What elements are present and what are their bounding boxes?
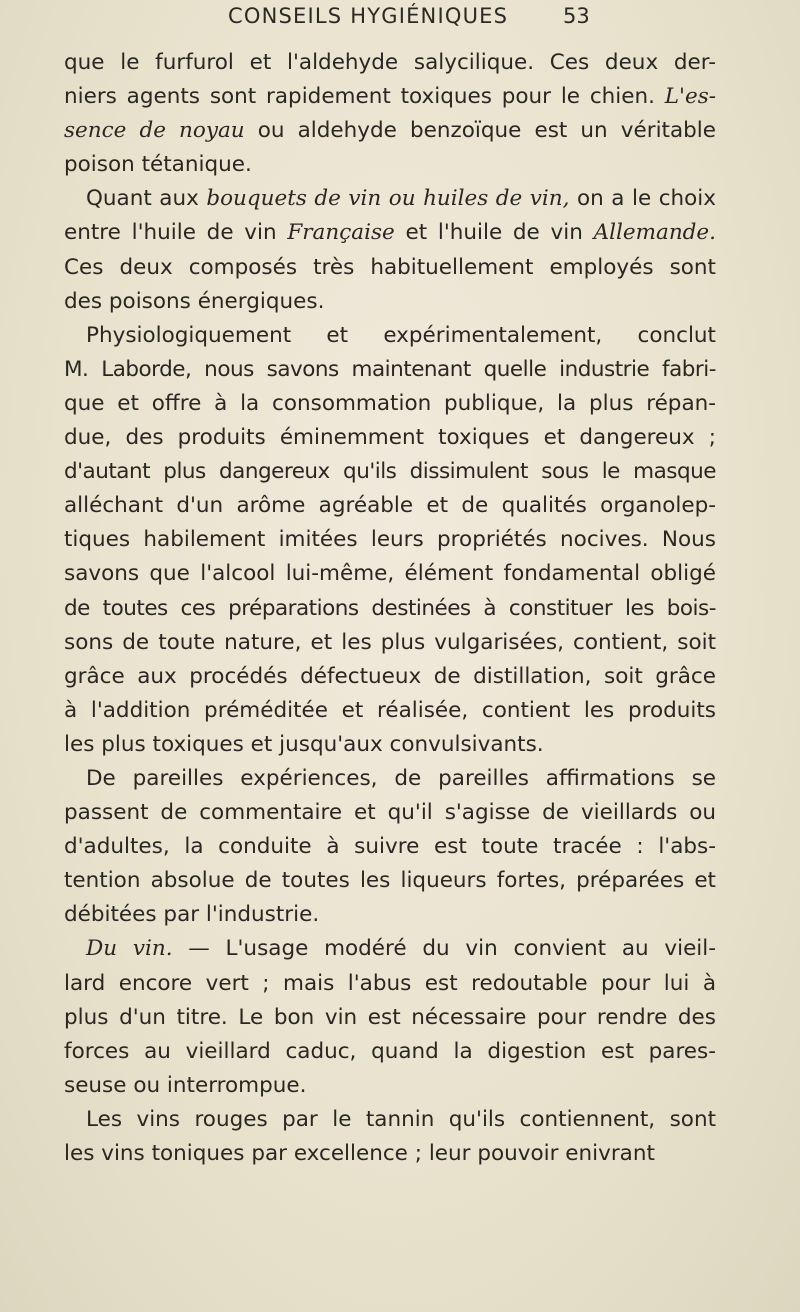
running-title: CONSEILS HYGIÉNIQUES	[228, 4, 509, 28]
text-line	[64, 557, 716, 591]
text-line	[64, 898, 716, 932]
text-line	[64, 967, 716, 1001]
text-line	[64, 455, 716, 489]
text-line	[64, 489, 716, 523]
text-span: que le furfurol et l'aldehyde salycilique. Ces deux der-	[64, 50, 716, 75]
text-line	[64, 319, 716, 353]
text-span: ou aldehyde benzoïque est un véritable	[244, 118, 716, 144]
text-line	[64, 830, 716, 864]
italic-text: Du vin.	[86, 936, 173, 962]
text-span: tiques habilement imitées leurs propriétés nocives. Nous	[64, 527, 716, 553]
text-line	[64, 1137, 716, 1171]
text-span: on a le choix	[569, 186, 716, 212]
text-span: débitées par l'industrie.	[64, 902, 320, 928]
page-number: 53	[563, 4, 590, 28]
text-span: due, des produits éminemment toxiques et dangereux ;	[64, 425, 716, 451]
text-line	[64, 148, 716, 182]
text-span: d'autant plus dangereux qu'ils dissimulent sous le masque	[64, 459, 716, 485]
text-span: plus d'un titre. Le bon vin est nécessaire pour rendre des	[64, 1004, 716, 1030]
text-span: De pareilles expériences, de pareilles affirmations se	[86, 765, 716, 791]
text-span: entre l'huile de vin	[64, 220, 288, 246]
text-span: forces au vieillard caduc, quand la digestion est pares-	[64, 1038, 716, 1064]
text-line	[64, 421, 716, 455]
text-span: poison tétanique.	[64, 152, 252, 178]
text-line	[64, 762, 716, 796]
text-line	[64, 796, 716, 830]
text-line	[64, 728, 716, 762]
text-span: lard encore vert ; mais l'abus est redoutable pour lui à	[64, 970, 716, 996]
text-span: que et offre à la consommation publique, la plus répan-	[64, 390, 716, 416]
text-line	[64, 660, 716, 694]
italic-text: sence de noyau	[64, 118, 245, 144]
text-span: grâce aux procédés défectueux de distillation, soit grâce	[64, 663, 716, 689]
text-line	[64, 216, 716, 250]
text-span: et l'huile de vin	[394, 220, 594, 246]
text-span: seuse ou interrompue.	[64, 1072, 307, 1098]
text-span: M. Laborde, nous savons maintenant quelle industrie fabri-	[64, 356, 716, 382]
text-span: niers agents sont rapidement toxiques pour le chien.	[64, 84, 665, 110]
text-span: Physiologiquement et expérimentalement, conclut	[86, 322, 716, 348]
text-line	[64, 46, 716, 80]
text-line	[64, 353, 716, 387]
text-span: de toutes ces préparations destinées à constituer les bois-	[64, 595, 716, 621]
body-text	[64, 46, 716, 1171]
text-span: passent de commentaire et qu'il s'agisse de vieillards ou	[64, 800, 716, 826]
text-line	[64, 1103, 716, 1137]
text-line	[64, 1035, 716, 1069]
italic-text: bouquets de vin ou huiles de vin,	[206, 186, 570, 212]
text-line	[64, 251, 716, 285]
text-line	[64, 387, 716, 421]
text-line	[64, 523, 716, 557]
text-span: savons que l'alcool lui-même, élément fondamental obligé	[64, 561, 716, 587]
text-span: d'adultes, la conduite à suivre est toute tracée : l'abs-	[64, 834, 716, 860]
text-line	[64, 592, 716, 626]
text-line	[64, 932, 716, 966]
text-span: à l'addition préméditée et réalisée, contient les produits	[64, 697, 716, 723]
text-span: Ces deux composés très habituellement employés sont	[64, 254, 716, 280]
text-span: Les vins rouges par le tannin qu'ils contiennent, sont	[86, 1106, 716, 1132]
text-line	[64, 114, 716, 148]
page-header	[228, 4, 800, 34]
text-span: — L'usage modéré du vin convient au vieil-	[172, 936, 716, 962]
text-span: des poisons énergiques.	[64, 288, 325, 314]
text-span: les vins toniques par excellence ; leur pouvoir enivrant	[64, 1141, 655, 1166]
text-line	[64, 1001, 716, 1035]
text-line	[64, 694, 716, 728]
italic-text: Française	[287, 220, 395, 246]
text-line	[64, 182, 716, 216]
text-span: tention absolue de toutes les liqueurs fortes, préparées et	[64, 868, 716, 894]
text-span: les plus toxiques et jusqu'aux convulsivants.	[64, 731, 544, 757]
text-span: alléchant d'un arôme agréable et de qualités organolep-	[64, 493, 716, 519]
text-line	[64, 864, 716, 898]
text-line	[64, 285, 716, 319]
text-line	[64, 1069, 716, 1103]
text-span: Quant aux	[86, 186, 207, 212]
italic-text: L'es-	[664, 84, 716, 110]
text-span: sons de toute nature, et les plus vulgarisées, contient, soit	[64, 629, 716, 655]
italic-text: Allemande.	[593, 220, 716, 246]
text-line	[64, 626, 716, 660]
text-line	[64, 80, 716, 114]
